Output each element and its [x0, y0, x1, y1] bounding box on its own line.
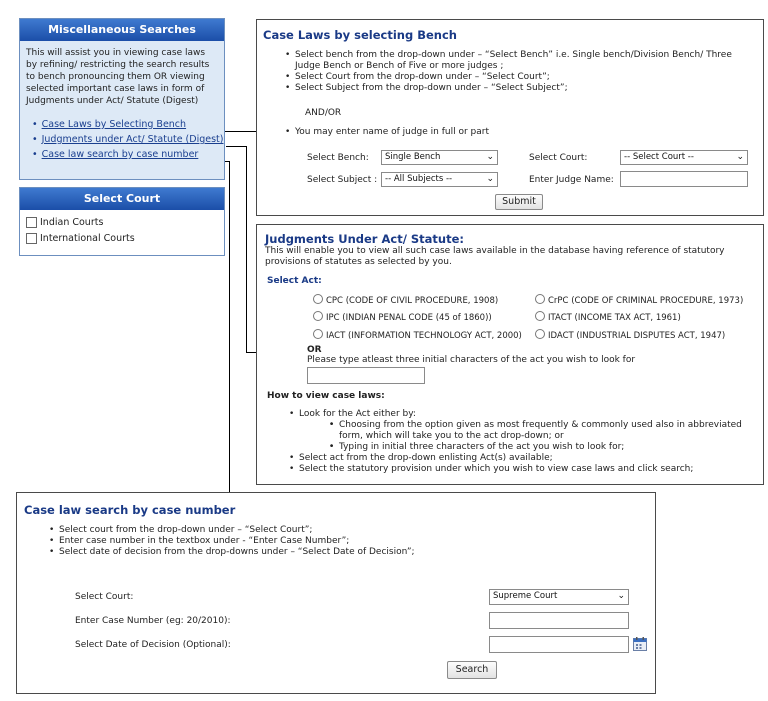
- judge-name-label: Enter Judge Name:: [529, 175, 614, 185]
- judge-name-input[interactable]: [620, 171, 748, 187]
- misc-searches-title: Miscellaneous Searches: [20, 19, 224, 41]
- radio-icon[interactable]: [313, 311, 323, 321]
- acts-panel: [256, 224, 764, 485]
- act-option-idact[interactable]: [535, 329, 725, 341]
- how-to-list: [289, 409, 759, 475]
- radio-icon[interactable]: [313, 294, 323, 304]
- misc-description: This will assist you in viewing case laws by refining/ restricting the search results to bench pronouncing them OR viewing selected important case laws in form of Judgments under Act/ Statute (Digest): [26, 48, 210, 106]
- how-to-heading: How to view case laws:: [267, 391, 385, 401]
- select-bench-label: Select Bench:: [307, 153, 369, 163]
- international-courts-checkbox[interactable]: [26, 233, 37, 244]
- bench-judge-instructions: [285, 127, 489, 138]
- act-option-iact[interactable]: [313, 329, 522, 341]
- list-item: • Enter case number in the textbox under - “Enter Case Number”;: [49, 536, 639, 547]
- misc-links: [20, 117, 224, 162]
- list-item: • Select date of decision from the drop-downs under – “Select Date of Decision”;: [49, 547, 639, 558]
- court-option-international[interactable]: [26, 233, 224, 244]
- list-item: [32, 117, 224, 132]
- look-for-text: Look for the Act either by:: [299, 409, 416, 419]
- radio-icon[interactable]: [313, 329, 323, 339]
- act-label: CPC (CODE OF CIVIL PROCEDURE, 1908): [326, 296, 499, 306]
- radio-icon[interactable]: [535, 329, 545, 339]
- decision-date-input[interactable]: [489, 636, 629, 653]
- select-subject-label: Select Subject :: [307, 175, 378, 185]
- list-item: • Select Subject from the drop-down under – “Select Subject”;: [285, 83, 755, 94]
- select-subject-dropdown[interactable]: [381, 172, 498, 187]
- bench-instructions: [285, 50, 755, 94]
- casenum-title: Case law search by case number: [24, 503, 236, 517]
- act-option-crpc[interactable]: [535, 294, 743, 306]
- acts-title: Judgments Under Act/ Statute:: [265, 232, 465, 246]
- case-number-label: Enter Case Number (eg: 20/2010):: [75, 616, 231, 626]
- bench-title: Case Laws by selecting Bench: [263, 28, 457, 42]
- connector-line: [226, 146, 246, 147]
- select-court-panel: [19, 187, 225, 256]
- select-act-heading: Select Act:: [267, 276, 322, 286]
- radio-icon[interactable]: [535, 311, 545, 321]
- list-item: • Select the statutory provision under which you wish to view case laws and click search;: [289, 464, 759, 475]
- search-button[interactable]: Search: [447, 661, 497, 679]
- casenum-court-dropdown[interactable]: [489, 589, 629, 605]
- casenum-court-label: Select Court:: [75, 592, 134, 602]
- and-or-text: AND/OR: [305, 108, 342, 118]
- list-item: • ◦ Typing in initial three characters of the act you wish to look for;: [329, 442, 759, 453]
- indian-courts-label: Indian Courts: [40, 217, 104, 228]
- select-court-value: -- Select Court --: [624, 152, 694, 162]
- chevron-down-icon: ⌄: [486, 152, 494, 162]
- connector-line: [229, 161, 230, 492]
- act-label: IPC (INDIAN PENAL CODE (45 of 1860)): [326, 313, 492, 323]
- misc-searches-panel: [19, 18, 225, 180]
- connector-line: [246, 146, 247, 352]
- casenum-instructions: [49, 525, 639, 558]
- list-item: [289, 409, 759, 453]
- select-bench-value: Single Bench: [385, 152, 441, 162]
- list-item: • Select court from the drop-down under – “Select Court”;: [49, 525, 639, 536]
- list-item: • Select Court from the drop-down under – “Select Court”;: [285, 72, 755, 83]
- chevron-down-icon: ⌄: [617, 591, 625, 601]
- radio-icon[interactable]: [535, 294, 545, 304]
- link-case-laws-by-bench[interactable]: Case Laws by Selecting Bench: [41, 119, 187, 130]
- bench-panel: [256, 19, 764, 216]
- act-option-ipc[interactable]: [313, 311, 492, 323]
- link-case-number-search[interactable]: Case law search by case number: [41, 149, 199, 160]
- list-item: [32, 132, 224, 147]
- act-search-input[interactable]: [307, 367, 425, 384]
- type-act-hint: Please type atleast three initial characters of the act you wish to look for: [307, 355, 636, 365]
- select-bench-dropdown[interactable]: [381, 150, 498, 165]
- court-option-indian[interactable]: [26, 217, 224, 228]
- select-subject-value: -- All Subjects --: [385, 174, 453, 184]
- select-court-title: Select Court: [20, 188, 224, 210]
- chevron-down-icon: ⌄: [486, 174, 494, 184]
- list-item: • Select bench from the drop-down under – “Select Bench” i.e. Single bench/Division Bench/ Three Judge Bench or Bench of Five or more judges ;: [285, 50, 755, 72]
- list-item: • ◦ Choosing from the option given as most frequently & commonly used also in abbreviated form, which will take you to the act drop-down; or: [329, 420, 759, 442]
- indian-courts-checkbox[interactable]: [26, 217, 37, 228]
- or-text: OR: [307, 345, 322, 355]
- submit-button[interactable]: Submit: [495, 194, 543, 210]
- decision-date-label: Select Date of Decision (Optional):: [75, 640, 231, 650]
- act-label: CrPC (CODE OF CRIMINAL PROCEDURE, 1973): [548, 296, 744, 306]
- list-item: • You may enter name of judge in full or part: [285, 127, 489, 138]
- casenum-panel: [16, 492, 656, 694]
- act-label: ITACT (INCOME TAX ACT, 1961): [548, 313, 681, 323]
- act-label: IACT (INFORMATION TECHNOLOGY ACT, 2000): [326, 331, 522, 341]
- acts-intro: This will enable you to view all such case laws available in the database having reference of statutory provisions of statutes as selected by you.: [265, 246, 725, 267]
- case-number-input[interactable]: [489, 612, 629, 629]
- list-item: [32, 147, 224, 162]
- act-option-cpc[interactable]: [313, 294, 498, 306]
- sub-list: [299, 420, 759, 453]
- chevron-down-icon: ⌄: [736, 152, 744, 162]
- sub-item-text: Choosing from the option given as most frequently & commonly used also in abbreviated form, which will take you to the act drop-down; or: [339, 420, 742, 441]
- sub-item-text: Typing in initial three characters of the act you wish to look for;: [339, 442, 625, 452]
- select-court-label: Select Court:: [529, 153, 588, 163]
- link-judgments-under-act[interactable]: Judgments under Act/ Statute (Digest): [41, 134, 224, 145]
- act-label: IDACT (INDUSTRIAL DISPUTES ACT, 1947): [548, 331, 726, 341]
- select-court-dropdown[interactable]: [620, 150, 748, 165]
- list-item: • Select act from the drop-down enlisting Act(s) available;: [289, 453, 759, 464]
- casenum-court-value: Supreme Court: [493, 591, 558, 601]
- calendar-icon[interactable]: [633, 637, 647, 651]
- international-courts-label: International Courts: [40, 233, 135, 244]
- act-option-itact[interactable]: [535, 311, 681, 323]
